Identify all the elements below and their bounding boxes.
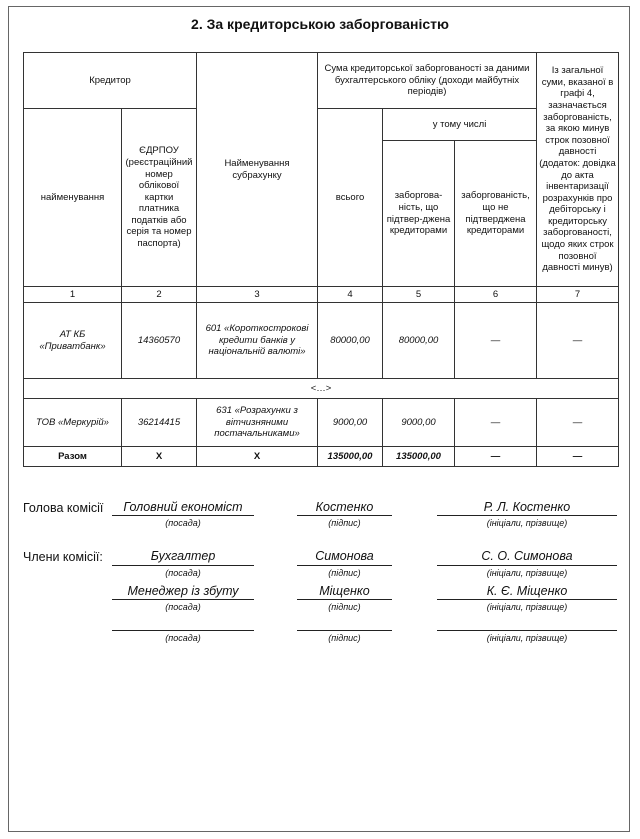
total-subaccount: Х	[197, 447, 318, 467]
column-number: 6	[455, 287, 537, 303]
table-row	[24, 399, 619, 447]
column-number: 4	[318, 287, 383, 303]
members-label: Члени комісії:	[23, 550, 103, 564]
table-row	[24, 303, 619, 379]
section-title: 2. За кредиторською заборгованістю	[191, 16, 449, 32]
total-edrpou: Х	[122, 447, 197, 467]
caption-name: (ініціали, прізвище)	[486, 633, 568, 643]
caption-signature: (підпис)	[328, 518, 361, 528]
ellipsis: <…>	[24, 379, 619, 399]
header-subaccount: Найменування субрахунку	[197, 53, 318, 287]
header-edrpou: ЄДРПОУ (реєстраційний номер облікової картки платника податків або серія та номер паспорта)	[122, 109, 197, 287]
head-signature: Костенко	[315, 500, 374, 514]
member-name-line	[437, 630, 617, 631]
member-signature: Симонова	[315, 549, 374, 563]
member-signature-line	[297, 565, 392, 566]
cell-creditor-name: ТОВ «Меркурій»	[24, 399, 122, 447]
column-number: 1	[24, 287, 122, 303]
cell-not-confirmed: —	[455, 399, 537, 447]
ellipsis-row	[24, 379, 619, 399]
total-overdue: —	[537, 447, 619, 467]
caption-signature: (підпис)	[328, 633, 361, 643]
member-position-line	[112, 630, 254, 631]
caption-name: (ініціали, прізвище)	[486, 518, 568, 528]
cell-total: 80000,00	[318, 303, 383, 379]
head-label: Голова комісії	[23, 501, 104, 515]
head-name: Р. Л. Костенко	[483, 500, 571, 514]
header-overdue-note: Із загальної суми, вказаної в графі 4, зазначається заборгованість, за якою минув строк позовної давності (додаток: довідка до акта інвентаризації розрахунків про дебіторську і кредиторську заборгованості, щодо яких строк позовної давності минув)	[537, 53, 619, 287]
head-signature-line	[297, 515, 392, 516]
column-number: 3	[197, 287, 318, 303]
caption-position: (посада)	[165, 518, 201, 528]
member-signature: Міщенко	[319, 584, 370, 598]
member-name: К. Є. Міщенко	[486, 584, 568, 598]
caption-name: (ініціали, прізвище)	[486, 602, 568, 612]
caption-signature: (підпис)	[328, 602, 361, 612]
caption-position: (посада)	[165, 633, 201, 643]
header-sum: Сума кредиторської заборгованості за даними бухгалтерського обліку (доходи майбутніх періодів)	[318, 53, 537, 109]
member-signature-line	[297, 630, 392, 631]
column-number: 7	[537, 287, 619, 303]
member-name: С. О. Симонова	[481, 549, 573, 563]
cell-subaccount: 601 «Короткострокові кредити банків у національній валюті»	[197, 303, 318, 379]
caption-signature: (підпис)	[328, 568, 361, 578]
cell-confirmed: 80000,00	[383, 303, 455, 379]
header-including: у тому числі	[383, 109, 537, 141]
member-position: Бухгалтер	[150, 549, 216, 563]
caption-position: (посада)	[165, 602, 201, 612]
creditor-table	[23, 52, 619, 467]
total-not-confirmed: —	[455, 447, 537, 467]
column-numbers-row	[24, 287, 619, 303]
cell-edrpou: 36214415	[122, 399, 197, 447]
cell-not-confirmed: —	[455, 303, 537, 379]
cell-total: 9000,00	[318, 399, 383, 447]
member-name-line	[437, 599, 617, 600]
member-position-line	[112, 565, 254, 566]
caption-name: (ініціали, прізвище)	[486, 568, 568, 578]
column-number: 5	[383, 287, 455, 303]
total-sum: 135000,00	[318, 447, 383, 467]
cell-overdue: —	[537, 399, 619, 447]
header-not-confirmed: заборгованість, що не підтверджена кредиторами	[455, 141, 537, 287]
member-position-line	[112, 599, 254, 600]
caption-position: (посада)	[165, 568, 201, 578]
total-confirmed: 135000,00	[383, 447, 455, 467]
header-creditor: Кредитор	[24, 53, 197, 109]
header-name: найменування	[24, 109, 122, 287]
head-position-line	[112, 515, 254, 516]
head-position: Головний економіст	[123, 500, 243, 514]
member-signature-line	[297, 599, 392, 600]
header-total: всього	[318, 109, 383, 287]
header-confirmed: заборгова-ність, що підтвер-джена кредиторами	[383, 141, 455, 287]
cell-confirmed: 9000,00	[383, 399, 455, 447]
column-number: 2	[122, 287, 197, 303]
total-label: Разом	[24, 447, 122, 467]
cell-edrpou: 14360570	[122, 303, 197, 379]
head-name-line	[437, 515, 617, 516]
member-position: Менеджер із збуту	[127, 584, 239, 598]
member-name-line	[437, 565, 617, 566]
total-row	[24, 447, 619, 467]
cell-overdue: —	[537, 303, 619, 379]
cell-creditor-name: АТ КБ «Приватбанк»	[24, 303, 122, 379]
cell-subaccount: 631 «Розрахунки з вітчизняними постачальниками»	[197, 399, 318, 447]
